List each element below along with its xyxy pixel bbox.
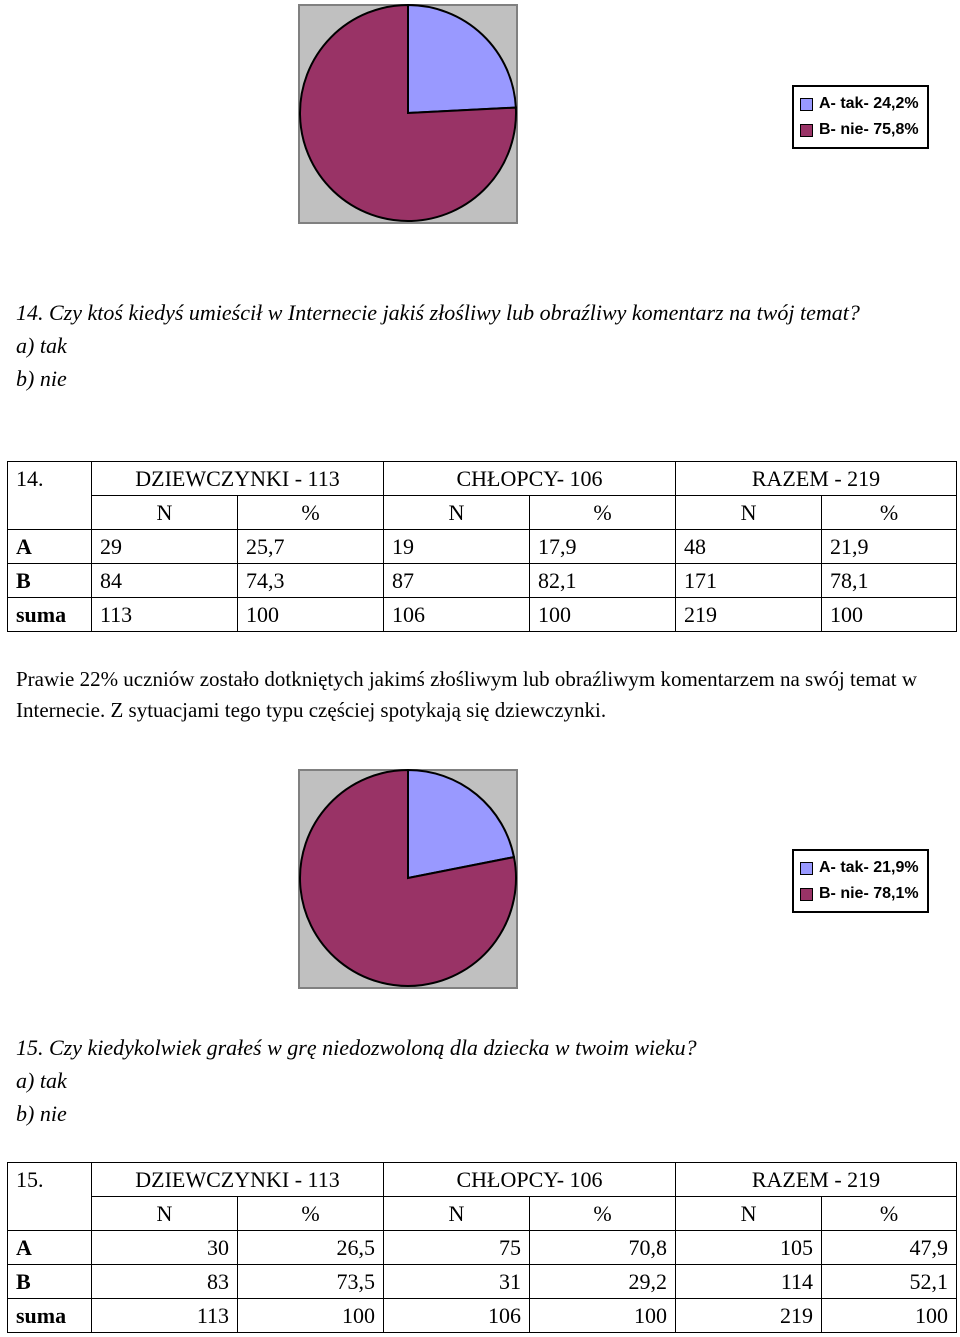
table-cell: 52,1 [822,1265,957,1299]
table-cell: 100 [822,598,957,632]
table-row [8,598,957,632]
answer-option-a: a) tak [16,1068,67,1093]
question-number-cell: 15. [8,1163,92,1231]
pie-legend-q13 [792,85,929,149]
table-row [8,1265,957,1299]
table-cell: 21,9 [822,530,957,564]
row-label: A [8,530,92,564]
table-cell: 48 [676,530,822,564]
group-header-boys: CHŁOPCY- 106 [384,462,676,496]
legend-swatch [800,888,813,901]
table-cell: 25,7 [238,530,384,564]
table-cell: 219 [676,598,822,632]
table-cell: 70,8 [530,1231,676,1265]
group-header-boys: CHŁOPCY- 106 [384,1163,676,1197]
table-cell: 74,3 [238,564,384,598]
table-header-row [8,1163,957,1197]
table-cell: 100 [530,1299,676,1333]
pie-legend-q14 [792,849,929,913]
subheader-cell: N [92,496,238,530]
subheader-cell: % [238,496,384,530]
answer-option-b: b) nie [16,1101,67,1126]
subheader-cell: % [530,1197,676,1231]
table-cell: 100 [822,1299,957,1333]
pie-chart-q14 [298,769,518,989]
group-header-girls: DZIEWCZYNKI - 113 [92,462,384,496]
table-cell: 29 [92,530,238,564]
table-row [8,564,957,598]
group-header-total: RAZEM - 219 [676,1163,957,1197]
table-cell: 73,5 [238,1265,384,1299]
answer-option-b: b) nie [16,366,67,391]
subheader-cell: % [822,1197,957,1231]
table-cell: 84 [92,564,238,598]
table-cell: 30 [92,1231,238,1265]
row-label: suma [8,1299,92,1333]
pie-chart-svg [298,4,518,224]
table-subheader-row [8,496,957,530]
legend-item [800,91,919,117]
table-cell: 114 [676,1265,822,1299]
subheader-cell: % [238,1197,384,1231]
table-cell: 19 [384,530,530,564]
group-header-total: RAZEM - 219 [676,462,957,496]
subheader-cell: N [384,1197,530,1231]
table-cell: 78,1 [822,564,957,598]
question-text: 15. Czy kiedykolwiek grałeś w grę niedozwoloną dla dziecka w twoim wieku? [16,1035,697,1060]
legend-label: A- tak- 21,9% [819,859,919,876]
summary-paragraph: Prawie 22% uczniów zostało dotkniętych jakimś złośliwym lub obraźliwym komentarzem na swój temat w Internecie. Z sytuacjami tego typu częściej spotykają się dziewczynki. [16,667,918,722]
results-table-15 [7,1162,957,1333]
legend-label: B- nie- 78,1% [819,885,919,902]
table-cell: 31 [384,1265,530,1299]
question-text: 14. Czy ktoś kiedyś umieścił w Internecie jakiś złośliwy lub obraźliwy komentarz na twój temat? [16,300,860,325]
table-cell: 106 [384,598,530,632]
row-label: suma [8,598,92,632]
table-cell: 26,5 [238,1231,384,1265]
table-cell: 29,2 [530,1265,676,1299]
group-header-girls: DZIEWCZYNKI - 113 [92,1163,384,1197]
table-cell: 100 [238,598,384,632]
question-14 [16,296,916,395]
subheader-cell: N [676,1197,822,1231]
table-cell: 100 [238,1299,384,1333]
subheader-cell: N [92,1197,238,1231]
subheader-cell: N [384,496,530,530]
table-row [8,1231,957,1265]
table-cell: 82,1 [530,564,676,598]
row-label: B [8,564,92,598]
subheader-cell: % [530,496,676,530]
table-cell: 113 [92,598,238,632]
table-cell: 17,9 [530,530,676,564]
table-cell: 75 [384,1231,530,1265]
table-cell: 47,9 [822,1231,957,1265]
answer-option-a: a) tak [16,333,67,358]
legend-swatch [800,862,813,875]
legend-swatch [800,124,813,137]
subheader-cell: N [676,496,822,530]
table-subheader-row [8,1197,957,1231]
table-row [8,530,957,564]
table-cell: 83 [92,1265,238,1299]
legend-item [800,855,919,881]
row-label: A [8,1231,92,1265]
table-row [8,1299,957,1333]
legend-label: A- tak- 24,2% [819,95,919,112]
legend-item [800,881,919,907]
legend-item [800,117,919,143]
legend-swatch [800,98,813,111]
pie-chart-svg [298,769,518,989]
table-cell: 113 [92,1299,238,1333]
table-cell: 219 [676,1299,822,1333]
question-number-cell: 14. [8,462,92,530]
table-cell: 87 [384,564,530,598]
results-table-14 [7,461,957,632]
row-label: B [8,1265,92,1299]
table-cell: 105 [676,1231,822,1265]
table-header-row [8,462,957,496]
subheader-cell: % [822,496,957,530]
table-cell: 106 [384,1299,530,1333]
pie-chart-q13 [298,4,518,224]
legend-label: B- nie- 75,8% [819,121,919,138]
table-cell: 171 [676,564,822,598]
table-cell: 100 [530,598,676,632]
question-15 [16,1031,916,1130]
